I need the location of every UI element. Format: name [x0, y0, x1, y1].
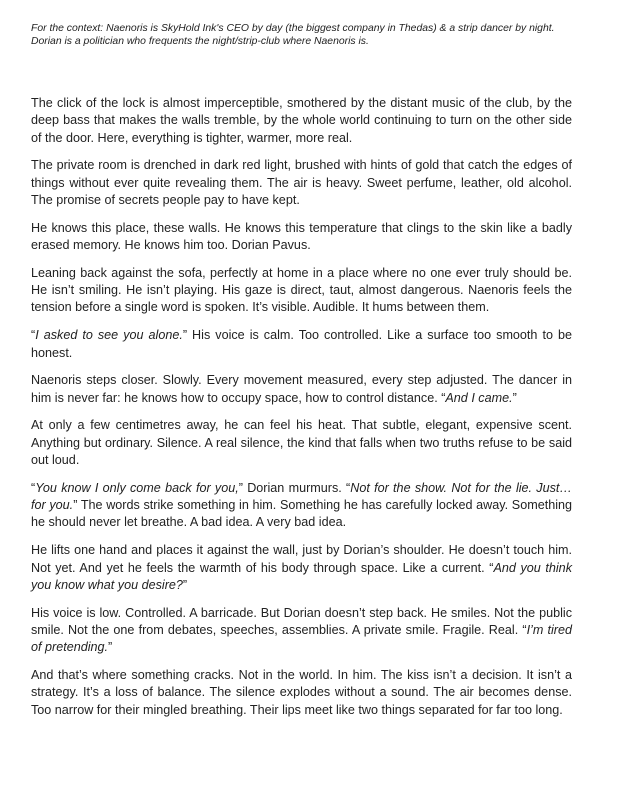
dialogue-text: Not for the show. Not for the lie. Just… for you.	[31, 480, 573, 513]
story-paragraph	[31, 220, 572, 255]
narration-text: ”	[108, 640, 113, 655]
story-paragraph	[31, 327, 572, 362]
narration-text: He knows this place, these walls. He knows this temperature that clings to the skin like a badly erased memory. He knows him too. Dorian Pavus.	[31, 220, 572, 253]
narration-text: ”	[512, 390, 517, 405]
narration-text: Naenoris steps closer. Slowly. Every movement measured, every step adjusted. The dancer in him is never far: he knows how to occupy space, how to control distance. “	[31, 373, 572, 405]
story-paragraph	[31, 265, 572, 317]
context-note: For the context: Naenoris is SkyHold Ink's CEO by day (the biggest company in Thedas) & a strip dancer by night. Dorian is a politician who frequents the night/strip-club where Naenoris is.	[31, 23, 555, 47]
narration-text: And that’s where something cracks. Not in the world. In him. The kiss isn’t a decision. It isn’t a strategy. It’s a loss of balance. The silence explodes without a sound. The air becomes dense. Too narrow for their mingled breathing. Their lips meet like two things separated for far too long.	[31, 668, 572, 717]
story-paragraph	[31, 372, 572, 407]
story-paragraph	[31, 157, 572, 209]
story-paragraph	[31, 480, 572, 532]
narration-text: At only a few centimetres away, he can feel his heat. That subtle, elegant, expensive scent. Anything but ordinary. Silence. A real silence, the kind that falls when two truths refuse to be said out loud.	[31, 418, 572, 468]
narration-text: ” His voice is calm. Too controlled. Like a surface too smooth to be honest.	[31, 328, 572, 360]
story-paragraph	[31, 95, 572, 147]
narration-text: The click of the lock is almost imperceptible, smothered by the distant music of the club, by the deep bass that makes the walls tremble, by the whole world continuing to turn on the other side of the door. Here, everything is tighter, warmer, more real.	[31, 96, 572, 145]
narration-text: He lifts one hand and places it against the wall, just by Dorian’s shoulder. He doesn’t touch him. Not yet. And yet he feels the warmth of his body through space. Like a current. “	[31, 543, 572, 575]
dialogue-text: I’m tired of pretending.	[31, 622, 572, 655]
dialogue-text: You know I only come back for you,	[35, 480, 239, 495]
story-paragraph	[31, 542, 572, 594]
narration-text: ” Dorian murmurs. “	[238, 480, 351, 495]
narration-text: ”	[182, 577, 188, 592]
story-paragraph	[31, 417, 572, 469]
narration-text: The private room is drenched in dark red light, brushed with hints of gold that catch the edges of things without ever quite revealing them. The air is heavy. Sweet perfume, leather, old alcohol. The promise of secrets people pay to have kept.	[31, 158, 572, 207]
narration-text: His voice is low. Controlled. A barricade. But Dorian doesn’t step back. He smiles. Not the public smile. Not the one from debates, speeches, assemblies. A private smile. Fragile. Real. “	[31, 605, 572, 637]
narration-text: “	[31, 480, 36, 495]
dialogue-text: And I came.	[445, 390, 513, 405]
narration-text: Leaning back against the sofa, perfectly at home in a place where no one ever truly should be. He isn’t smiling. He isn’t playing. His gaze is direct, taut, almost dangerous. Naenoris feels the tension before a single word is spoken. It’s visible. Audible. It hums between them.	[31, 265, 572, 315]
story-paragraph	[31, 667, 572, 719]
dialogue-text: And you think you know what you desire?	[31, 560, 572, 592]
narration-text: “	[31, 328, 36, 343]
story-body	[31, 95, 572, 729]
story-paragraph	[31, 605, 572, 657]
dialogue-text: I asked to see you alone.	[35, 328, 183, 343]
narration-text: ” The words strike something in him. Something he has carefully locked away. Something he should never let breathe. A bad idea. A very bad idea.	[31, 498, 573, 530]
